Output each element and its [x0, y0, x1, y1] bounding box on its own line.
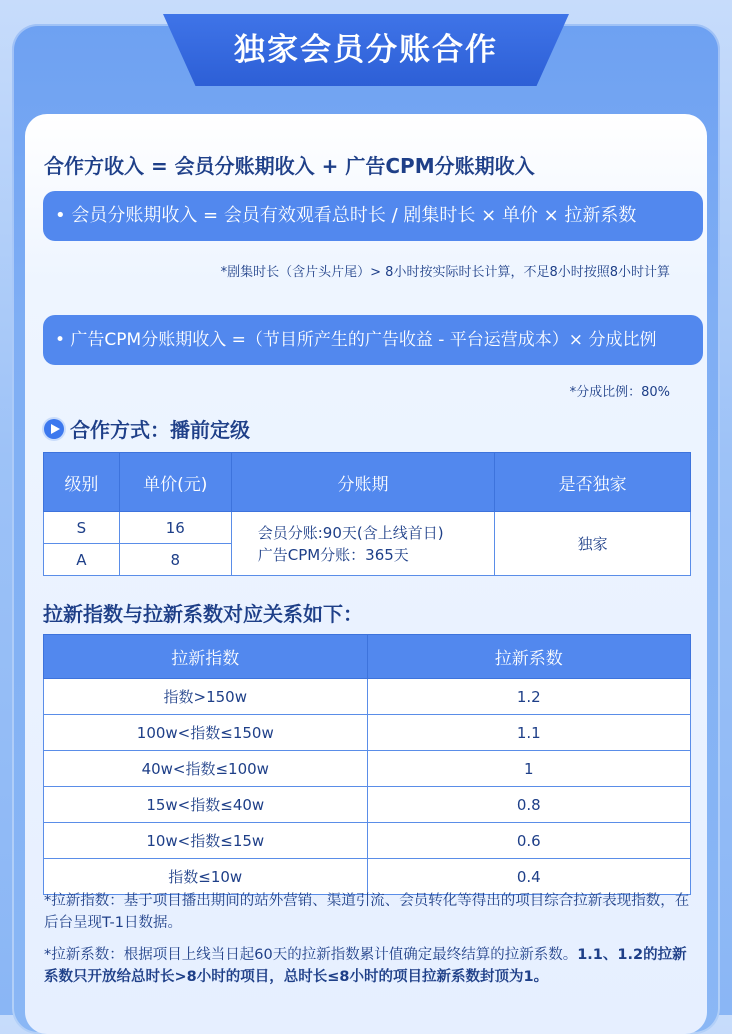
coefficient-table — [43, 634, 691, 895]
table-row — [44, 679, 691, 715]
index-cell: 指数>150w — [44, 679, 368, 715]
header-level: 级别 — [44, 453, 120, 512]
page-title: 独家会员分账合作 — [234, 32, 498, 68]
coef-cell: 1 — [367, 751, 690, 787]
coefficient-heading: 拉新指数与拉新系数对应关系如下： — [43, 602, 363, 626]
price-cell: 16 — [119, 512, 231, 544]
ad-formula-pill: • 广告CPM分账期收入 =（节目所产生的广告收益 - 平台运营成本）× 分成比例 — [43, 315, 703, 365]
index-cell: 10w<指数≤15w — [44, 823, 368, 859]
level-cell: S — [44, 512, 120, 544]
level-cell: A — [44, 544, 120, 576]
coef-cell: 0.4 — [367, 859, 690, 895]
table-row — [44, 715, 691, 751]
tier-table — [43, 452, 691, 576]
coefficient-footnote — [44, 944, 694, 988]
index-cell: 15w<指数≤40w — [44, 787, 368, 823]
table-row — [44, 512, 691, 544]
table-row — [44, 787, 691, 823]
index-cell: 100w<指数≤150w — [44, 715, 368, 751]
coef-cell: 0.6 — [367, 823, 690, 859]
coefficient-footnote-bold: 1.1、1.2的拉新系数只开放给总时长>8小时的项目，总时长≤8小时的项目拉新系数封顶为1。 — [44, 947, 687, 985]
play-icon — [44, 419, 64, 439]
coef-cell: 1.2 — [367, 679, 690, 715]
header-index: 拉新指数 — [44, 635, 368, 679]
header-price: 单价(元) — [119, 453, 231, 512]
index-cell: 40w<指数≤100w — [44, 751, 368, 787]
table-row — [44, 823, 691, 859]
share-ratio-note: *分成比例：80% — [569, 385, 670, 400]
cooperation-heading — [44, 414, 250, 443]
coef-cell: 0.8 — [367, 787, 690, 823]
table-row — [44, 751, 691, 787]
period-cell — [231, 512, 495, 576]
cooperation-heading-text: 合作方式：播前定级 — [70, 418, 250, 442]
index-footnote: *拉新指数：基于项目播出期间的站外营销、渠道引流、会员转化等得出的项目综合拉新表现指数，在后台呈现T-1日数据。 — [44, 893, 690, 931]
formula-title: 合作方收入 = 会员分账期收入 + 广告CPM分账期收入 — [44, 154, 535, 178]
header-period: 分账期 — [231, 453, 495, 512]
coef-cell: 1.1 — [367, 715, 690, 751]
coefficient-footnote-plain: *拉新系数：根据项目上线当日起60天的拉新指数累计值确定最终结算的拉新系数。 — [44, 947, 578, 963]
exclusive-cell: 独家 — [495, 512, 691, 576]
header-coef: 拉新系数 — [367, 635, 690, 679]
period-ad: 广告CPM分账：365天 — [257, 545, 409, 564]
header-exclusive: 是否独家 — [495, 453, 691, 512]
period-member: 会员分账:90天(含上线首日) — [257, 523, 444, 542]
price-cell: 8 — [119, 544, 231, 576]
member-formula-pill: • 会员分账期收入 = 会员有效观看总时长 / 剧集时长 × 单价 × 拉新系数 — [43, 191, 703, 241]
coefficient-table-header — [44, 635, 691, 679]
tier-table-header — [44, 453, 691, 512]
index-cell: 指数≤10w — [44, 859, 368, 895]
member-duration-note: *剧集时长（含片头片尾）> 8小时按实际时长计算，不足8小时按照8小时计算 — [220, 265, 670, 280]
